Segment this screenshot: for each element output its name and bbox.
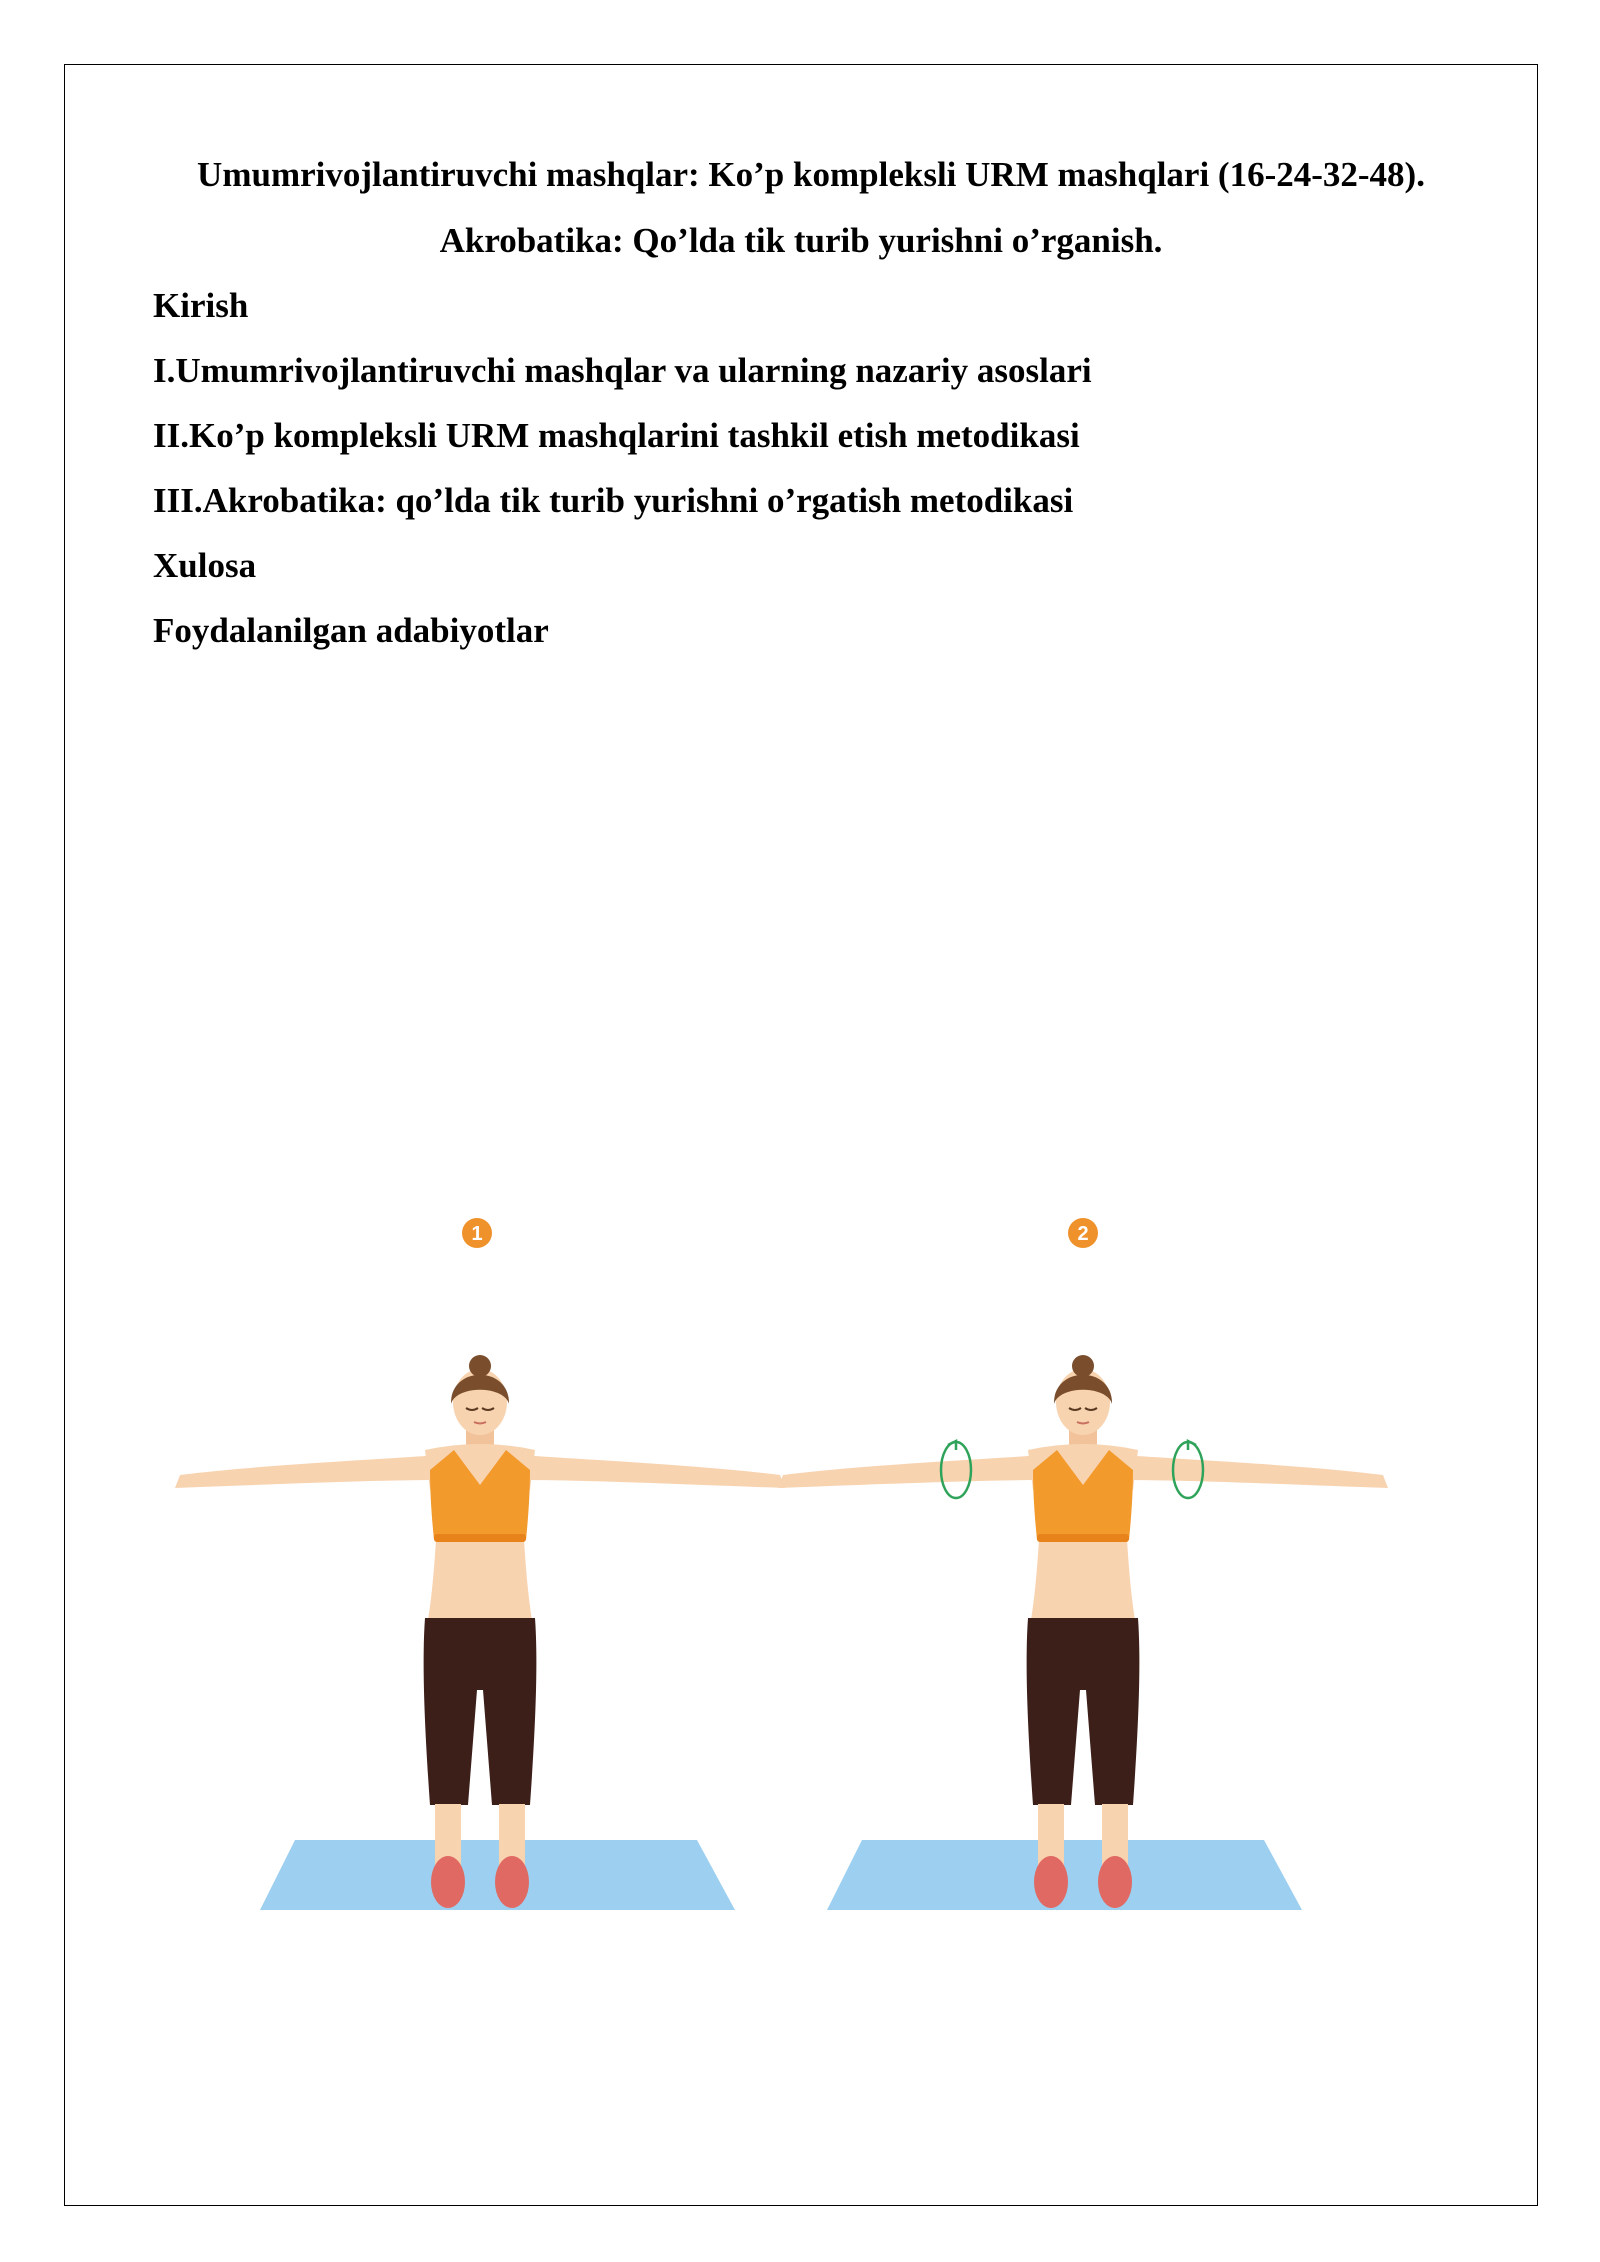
step-2-number: 2 <box>1077 1223 1089 1245</box>
outline-item-chapter-3: III.Akrobatika: qo’lda tik turib yurishni o’rgatish metodikasi <box>153 481 1074 520</box>
arm-exercise-illustration <box>170 1200 1400 1930</box>
document-title-line-2: Akrobatika: Qo’lda tik turib yurishni o’rganish. <box>439 221 1163 260</box>
exercise-step-2 <box>778 1218 1388 1910</box>
outline-item-kirish: Kirish <box>153 286 249 325</box>
outline-item-xulosa: Xulosa <box>153 546 257 585</box>
document-title-line-1: Umumrivojlantiruvchi mashqlar: Ko’p kompleksli URM mashqlari (16-24-32-48). <box>197 155 1425 194</box>
step-2-figure <box>778 1355 1388 1908</box>
outline-item-chapter-2: II.Ko’p kompleksli URM mashqlarini tashkil etish metodikasi <box>153 416 1080 455</box>
outline-item-references: Foydalanilgan adabiyotlar <box>153 611 549 650</box>
outline-item-chapter-1: I.Umumrivojlantiruvchi mashqlar va ularning nazariy asoslari <box>153 351 1092 390</box>
step-1-number: 1 <box>471 1223 483 1245</box>
step-1-figure <box>175 1355 785 1908</box>
exercise-step-1 <box>175 1218 785 1910</box>
